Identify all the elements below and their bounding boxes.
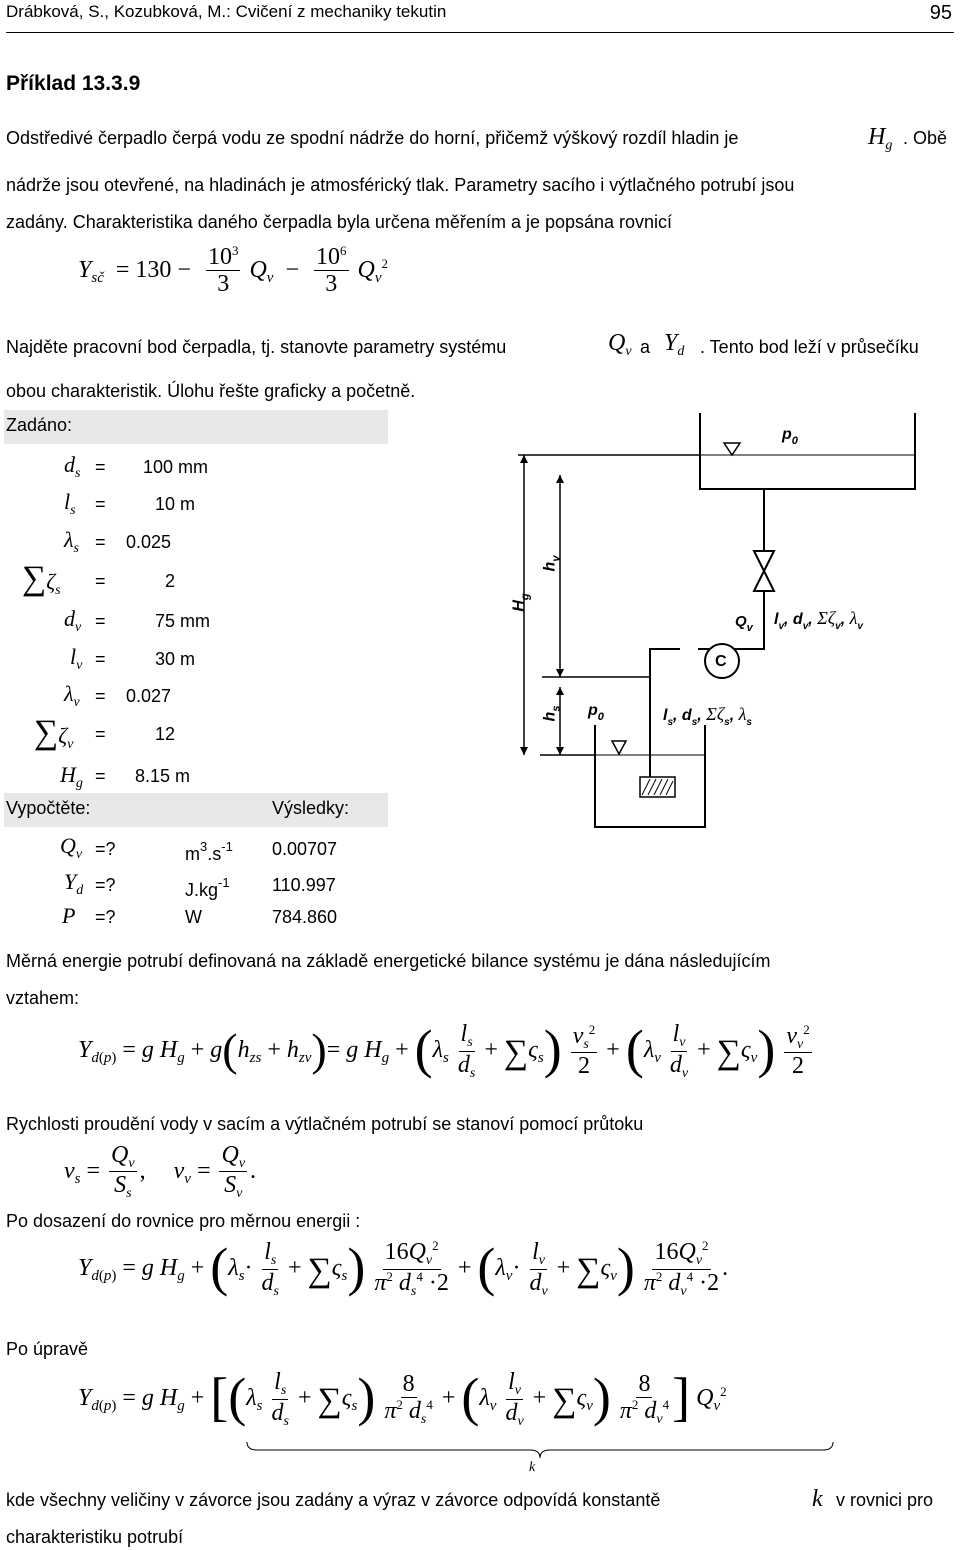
problem-text-1: Odstředivé čerpadlo čerpá vodu ze spodní nádrže do horní, přičemž výškový rozdíl hladin je: [6, 128, 739, 148]
given-eq-3: =: [95, 532, 106, 552]
diagram-hg-label: [511, 593, 532, 611]
energy-text-line-2: vztahem:: [6, 988, 80, 1008]
given-eq-1: =: [95, 457, 106, 477]
valve-icon: [754, 551, 774, 591]
unit-qv: [185, 840, 233, 865]
given-value-zeta-v: 12: [155, 724, 176, 744]
header-rule: [6, 32, 954, 33]
sym-lambda-v: $\lambda_v$: [64, 681, 80, 710]
constant-k-label: k: [529, 1460, 536, 1475]
conclusion-text-line-1: [6, 1491, 660, 1511]
given-eq-2: =: [95, 494, 106, 514]
unit-qv-mid: .s: [207, 844, 222, 864]
diagram-qv-sub: v: [746, 622, 753, 634]
result-qv: 0.00707: [272, 839, 338, 859]
diagram-hs-sub: s: [550, 705, 563, 712]
given-value-ls: 10 m: [155, 494, 196, 514]
lower-level-marker: [612, 741, 626, 754]
unit-p: W: [185, 907, 202, 927]
sym-lv: $l_v$: [70, 644, 83, 673]
given-eq-7: =: [95, 686, 106, 706]
hg-symbol-inline: Hg: [868, 124, 893, 153]
example-title: Příklad 13.3.9: [6, 72, 141, 95]
qv-inline: Qv: [608, 330, 632, 359]
velocity-text: Rychlosti proudění vody v sacím a výtlačném potrubí se stanoví pomocí průtoku: [6, 1114, 644, 1134]
unit-yd-jkg: J.kg: [185, 880, 219, 900]
result-p: 784.860: [272, 907, 338, 927]
unit-qv-m: m: [185, 844, 200, 864]
diagram-p0-top-letter: p: [782, 426, 792, 443]
problem-text-line-3: zadány. Charakteristika daného čerpadla byla určena měřením a je popsána rovnicí: [6, 212, 673, 232]
diagram-hs-letter: h: [541, 711, 559, 722]
unit-yd-sup: -1: [218, 875, 230, 890]
given-value-ds: 100 mm: [143, 457, 209, 477]
diagram-hs-label: [541, 706, 562, 722]
result-yd: 110.997: [272, 875, 336, 895]
diagram-p0-top-sub: 0: [791, 435, 798, 447]
sym-sum-zeta-s: $\sum\zeta_s$: [22, 560, 61, 598]
diagram-hv-sub: v: [550, 555, 563, 562]
given-eq-6: =: [95, 649, 106, 669]
given-value-zeta-s: 2: [165, 571, 176, 591]
velocity-equations: $v_s$ = $\frac{Q_v}{S_s}$ , $v_v$ = $\frac{Q_v}{S_v}$ .: [64, 1142, 257, 1202]
compute-q-1: =?: [95, 839, 116, 859]
given-value-lambda-v: 0.027: [126, 686, 172, 706]
substitution-text: Po dosazení do rovnice pro měrnou energii :: [6, 1211, 361, 1231]
given-value-dv: 75 mm: [155, 611, 211, 631]
diagram-pump-label: C: [715, 653, 727, 670]
diagram-p0-bottom: [588, 702, 604, 723]
given-heading: Zadáno:: [6, 415, 73, 435]
pipe-energy-equation: $Y_{d(p)} = g$ $H_g + g(h_{zs} + h_{zv})= g$ $H_g + (\lambda_s$ $\frac{l_s}{d_s}$ + $\sum\varsigma_s$) $\frac{v_s^2}{2}$ + ($\lambda_v$ $\frac{l_v}{d_v}$ + $\sum\varsigma_v$) $\frac{v_v^2}{2}$: [78, 1019, 810, 1081]
diagram-suction-params: $l_s$, $d_s$, $\Sigma\zeta_s$, $\lambda_s$: [663, 704, 752, 728]
sym-qv: $Q_v$: [60, 833, 83, 862]
diagram-p0-bottom-sub: 0: [597, 711, 604, 723]
conclusion-text-line-2: charakteristiku potrubí: [6, 1527, 184, 1547]
unit-yd: [185, 876, 230, 901]
sym-hg: $H_g$: [60, 762, 83, 791]
sym-yd: $Y_d$: [64, 869, 84, 898]
diagram-hv-letter: h: [541, 561, 559, 572]
after-rearrangement-text: Po úpravě: [6, 1339, 89, 1359]
sym-lambda-s: $\lambda_s$: [64, 527, 79, 556]
diagram-qv-letter: Q: [735, 613, 747, 630]
given-eq-4: =: [95, 571, 106, 591]
task-text-line-1: [6, 338, 506, 358]
given-value-hg: 8.15 m: [135, 766, 191, 786]
final-equation: $Y_{d(p)} = g$ $H_g + [(\lambda_s$ $\frac{l_s}{d_s}$ + $\sum\varsigma_s$) $\frac{8}{\pi^2 d_s^4}$ + ($\lambda_v$ $\frac{l_v}{d_v}$ + $\sum\varsigma_v$) $\frac{8}{\pi^2 d_v^4}$ ] $Q_v^2$: [78, 1367, 727, 1429]
sym-p: P: [62, 903, 76, 928]
diagram-hg-letter: H: [510, 600, 528, 612]
compute-heading: Vypočtěte:: [6, 798, 91, 818]
task-text-b: . Tento bod leží v průsečíku: [700, 337, 919, 357]
compute-q-2: =?: [95, 875, 116, 895]
sym-ds: $d_s$: [64, 452, 81, 481]
results-heading: Výsledky:: [272, 798, 350, 818]
given-eq-8: =: [95, 724, 106, 744]
diagram-p0-top: [782, 426, 798, 447]
unit-qv-sup1: 3: [200, 839, 208, 854]
given-value-lambda-s: 0.025: [126, 532, 172, 552]
sym-dv: $d_v$: [64, 606, 82, 635]
diagram-qv-label: [735, 613, 753, 634]
diagram-p0-bottom-letter: p: [588, 702, 598, 719]
unit-qv-sup2: -1: [221, 839, 233, 854]
problem-text-line-1: [6, 129, 738, 149]
compute-q-3: =?: [95, 907, 116, 927]
task-text-and: a: [640, 337, 651, 357]
problem-text-line-2: nádrže jsou otevřené, na hladinách je atmosférický tlak. Parametry sacího i výtlačného potrubí jsou: [6, 175, 795, 195]
conclusion-text-b: v rovnici pro: [836, 1490, 934, 1510]
constant-k-inline: k: [812, 1486, 823, 1512]
given-value-lv: 30 m: [155, 649, 196, 669]
task-text-line-2: obou charakteristik. Úlohu řešte graficky a početně.: [6, 381, 416, 401]
underbrace-k: [245, 1440, 835, 1462]
problem-text-tail: . Obě: [903, 128, 948, 148]
diagram-hv-label: [541, 556, 562, 572]
upper-level-marker: [724, 443, 740, 455]
task-text-a: Najděte pracovní bod čerpadla, tj. stanovte parametry systému: [6, 337, 507, 357]
substituted-equation: $Y_{d(p)} = g$ $H_g + (\lambda_s\cdot$ $\frac{l_s}{d_s}$ + $\sum\varsigma_s$) $\frac{16Q_v^2}{\pi^2 d_s^4 \cdot 2}$ + ($\lambda_v\cdot$ $\frac{l_v}{d_v}$ + $\sum\varsigma_v$) $\frac{16Q_v^2}{\pi^2 d_v^4 \cdot 2}$ .: [78, 1237, 729, 1299]
diagram-hg-sub: g: [519, 593, 532, 601]
given-eq-9: =: [95, 766, 106, 786]
yd-inline: Yd: [664, 330, 685, 359]
diagram-discharge-params: $l_v$, $d_v$, $\Sigma\zeta_v$, $\lambda_v$: [774, 608, 863, 632]
page-number: 95: [929, 2, 952, 24]
given-eq-5: =: [95, 611, 106, 631]
sym-sum-zeta-v: $\sum\zeta_v$: [34, 714, 74, 752]
energy-text-line-1: Měrná energie potrubí definovaná na základě energetické bilance systému je dána následujícím: [6, 951, 771, 971]
running-header: Drábková, S., Kozubková, M.: Cvičení z mechaniky tekutin: [6, 2, 447, 21]
sym-ls: $l_s$: [64, 489, 76, 518]
pump-characteristic-equation: $Y_{sč} = 130$ − $\frac{10^3}{3}$ $Q_v$ − $\frac{10^6}{3}$ $Q_v^2$: [78, 243, 389, 298]
discharge-pipe: [650, 489, 764, 723]
conclusion-text-a: kde všechny veličiny v závorce jsou zadány a výraz v závorce odpovídá konstantě: [6, 1490, 661, 1510]
